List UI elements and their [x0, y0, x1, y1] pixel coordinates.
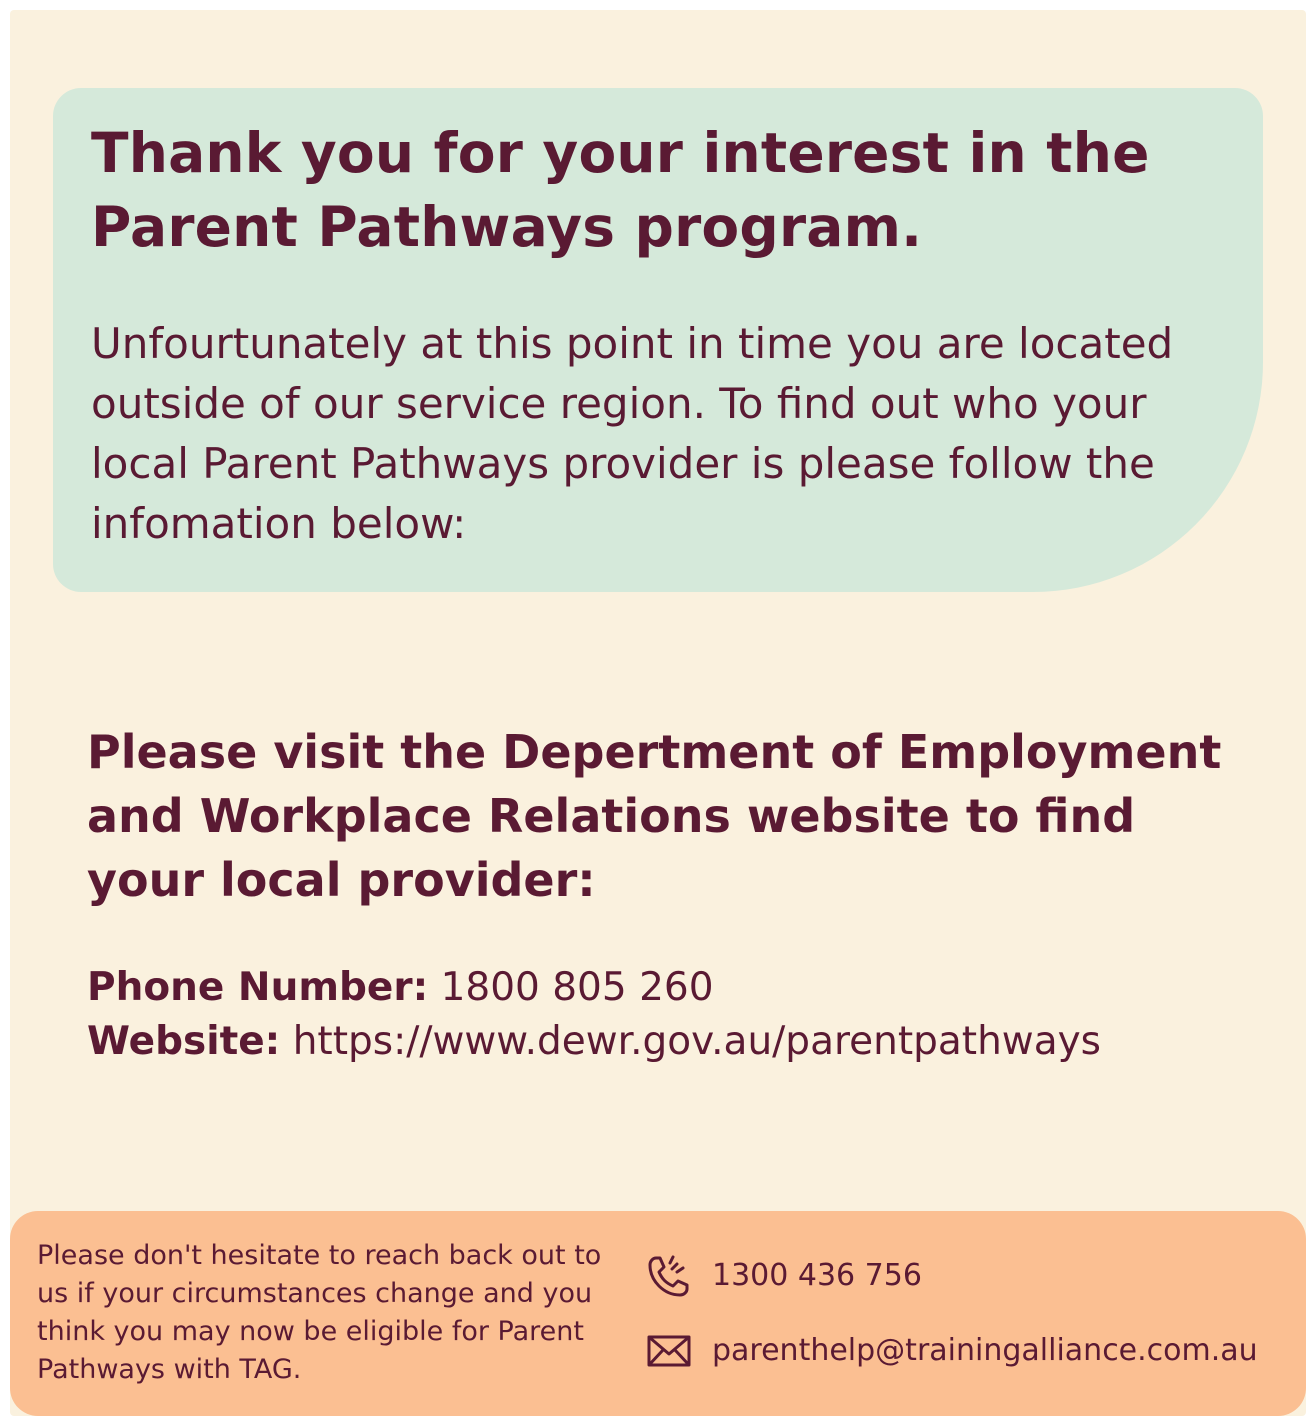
card-body: Unfourtunately at this point in time you are located outside of our service region. To find out who your local Parent Pathways provider is please follow the infomation below:	[91, 319, 1174, 548]
card-title: Thank you for your interest in the Parent Pathways program.	[91, 121, 1150, 259]
page	[10, 10, 1306, 1416]
footer-phone-number[interactable]: 1300 436 756	[712, 1258, 922, 1293]
footer-message: Please don't hesitate to reach back out to us if your circumstances change and you think you may now be eligible for Parent Pathways with TAG.	[37, 1240, 602, 1385]
footer-email-address[interactable]: parenthelp@trainingalliance.com.au	[712, 1333, 1258, 1368]
phone-number-value[interactable]: 1800 805 260	[440, 965, 714, 1010]
website-label: Website:	[87, 1019, 281, 1064]
phone-icon	[644, 1251, 694, 1301]
phone-number-label: Phone Number:	[87, 965, 429, 1010]
phone-number-line	[87, 962, 1277, 1014]
footer-phone[interactable]	[644, 1251, 922, 1301]
envelope-icon	[644, 1326, 694, 1376]
visit-heading: Please visit the Depertment of Employment and Workplace Relations website to find your local provider:	[87, 725, 1222, 907]
footer-email[interactable]	[644, 1326, 1258, 1376]
website-line	[87, 1016, 1277, 1068]
info-card	[53, 88, 1263, 592]
website-link[interactable]: https://www.dewr.gov.au/parentpathways	[292, 1019, 1102, 1064]
footer	[10, 1211, 1306, 1416]
